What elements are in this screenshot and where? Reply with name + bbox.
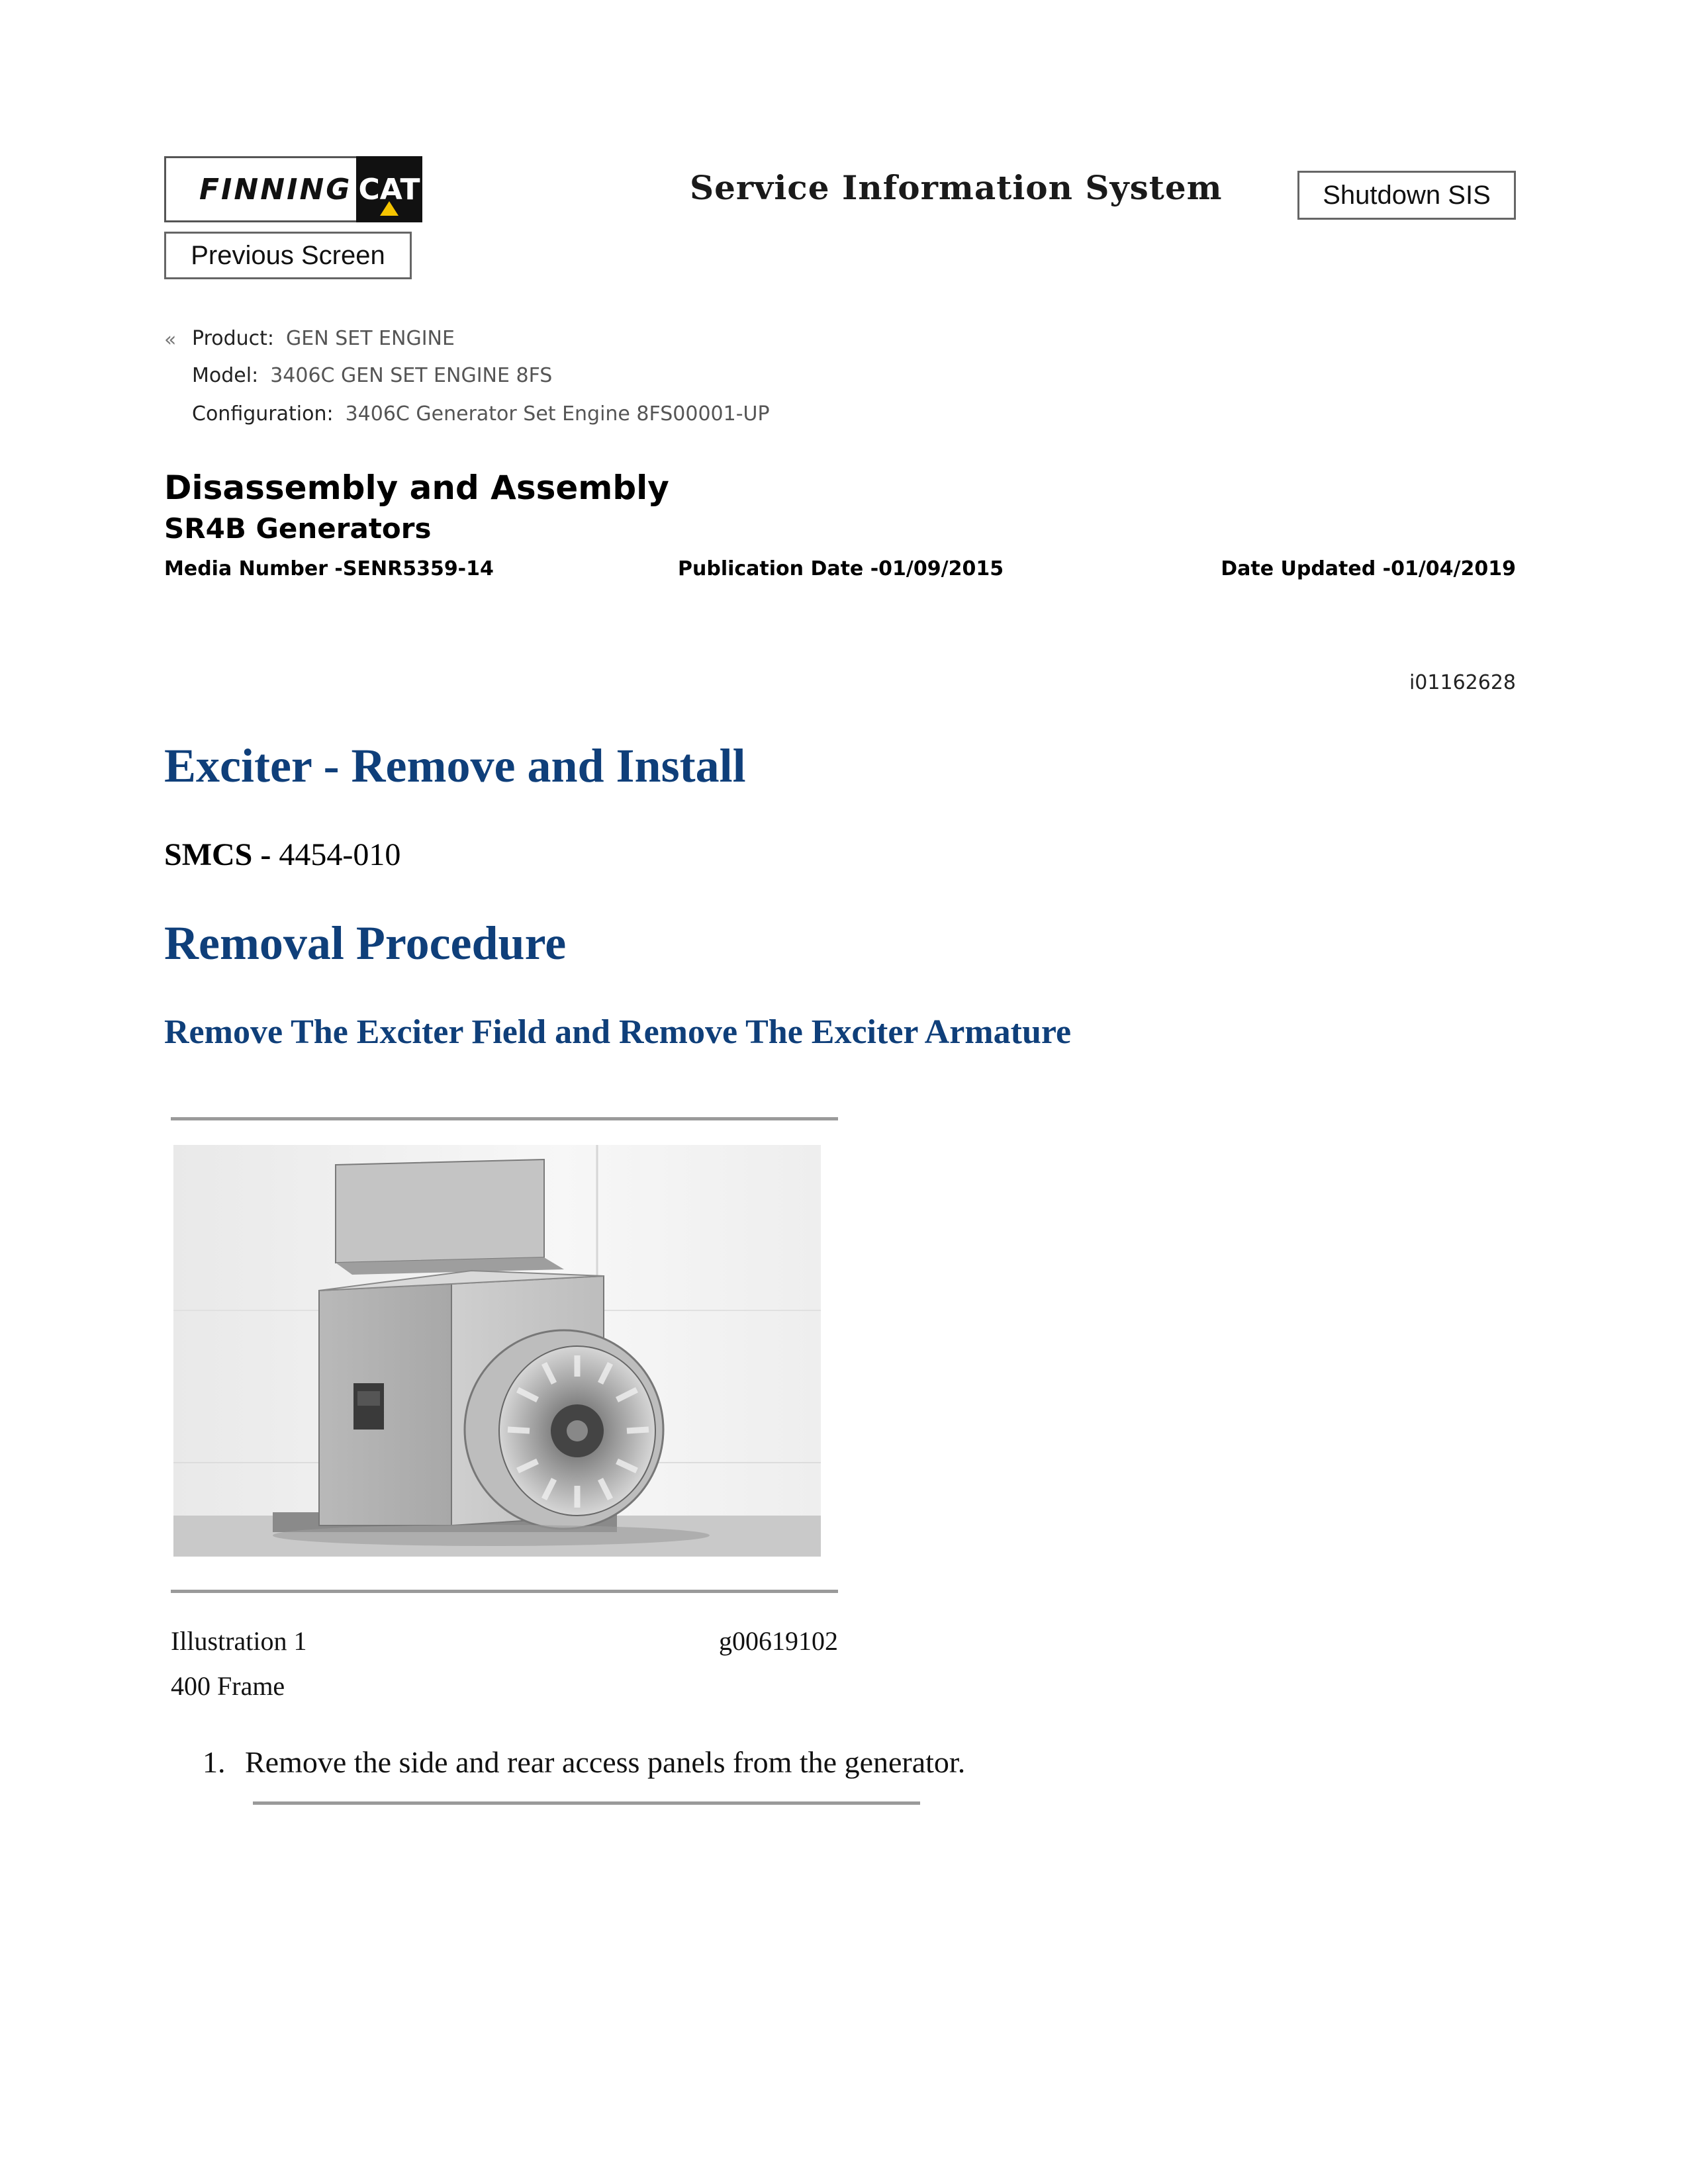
document-subtitle: SR4B Generators: [164, 512, 432, 545]
document-id: i01162628: [1409, 671, 1516, 694]
system-title: Service Information System: [690, 168, 1223, 207]
configuration-row: [192, 402, 770, 426]
product-label: Product:: [192, 327, 275, 350]
configuration-value: 3406C Generator Set Engine 8FS00001-UP: [345, 402, 770, 426]
logo-cat-text: CAT: [358, 172, 420, 206]
subsection-heading: Remove The Exciter Field and Remove The Exciter Armature: [164, 1013, 1072, 1051]
model-value: 3406C GEN SET ENGINE 8FS: [270, 364, 553, 387]
step-number: 1.: [203, 1745, 226, 1779]
figure-bottom-divider: [171, 1590, 838, 1593]
figure-top-divider: [171, 1117, 838, 1120]
step-divider: [253, 1801, 920, 1805]
previous-screen-button[interactable]: Previous Screen: [164, 232, 412, 279]
model-label: Model:: [192, 364, 259, 387]
document-title: Disassembly and Assembly: [164, 469, 669, 507]
double-chevron-left-icon[interactable]: «: [164, 328, 177, 351]
cat-logo-mark: [356, 156, 422, 222]
publication-date: Publication Date -01/09/2015: [678, 557, 1004, 580]
product-row: [192, 327, 455, 350]
procedure-step: [203, 1745, 965, 1780]
smcs-label: SMCS -: [164, 837, 279, 872]
cat-triangle-icon: [380, 201, 399, 216]
generator-illustration: [173, 1145, 821, 1557]
figure-description: 400 Frame: [171, 1671, 285, 1701]
generator-photo: [173, 1145, 821, 1557]
logo-finning-text: FINNING: [199, 173, 352, 206]
figure-label: Illustration 1: [171, 1626, 307, 1656]
configuration-label: Configuration:: [192, 402, 334, 426]
date-updated: Date Updated -01/04/2019: [1221, 557, 1516, 580]
smcs-value: 4454-010: [279, 837, 401, 872]
model-row: [192, 364, 552, 387]
media-number: Media Number -SENR5359-14: [164, 557, 494, 580]
step-text: Remove the side and rear access panels from the generator.: [245, 1745, 966, 1779]
smcs-code: [164, 837, 400, 873]
shutdown-sis-button[interactable]: Shutdown SIS: [1297, 171, 1516, 220]
finning-cat-logo: [164, 156, 422, 222]
figure-id: g00619102: [719, 1626, 838, 1656]
section-heading: Removal Procedure: [164, 917, 567, 970]
product-value: GEN SET ENGINE: [286, 327, 455, 350]
page-heading: Exciter - Remove and Install: [164, 739, 746, 792]
